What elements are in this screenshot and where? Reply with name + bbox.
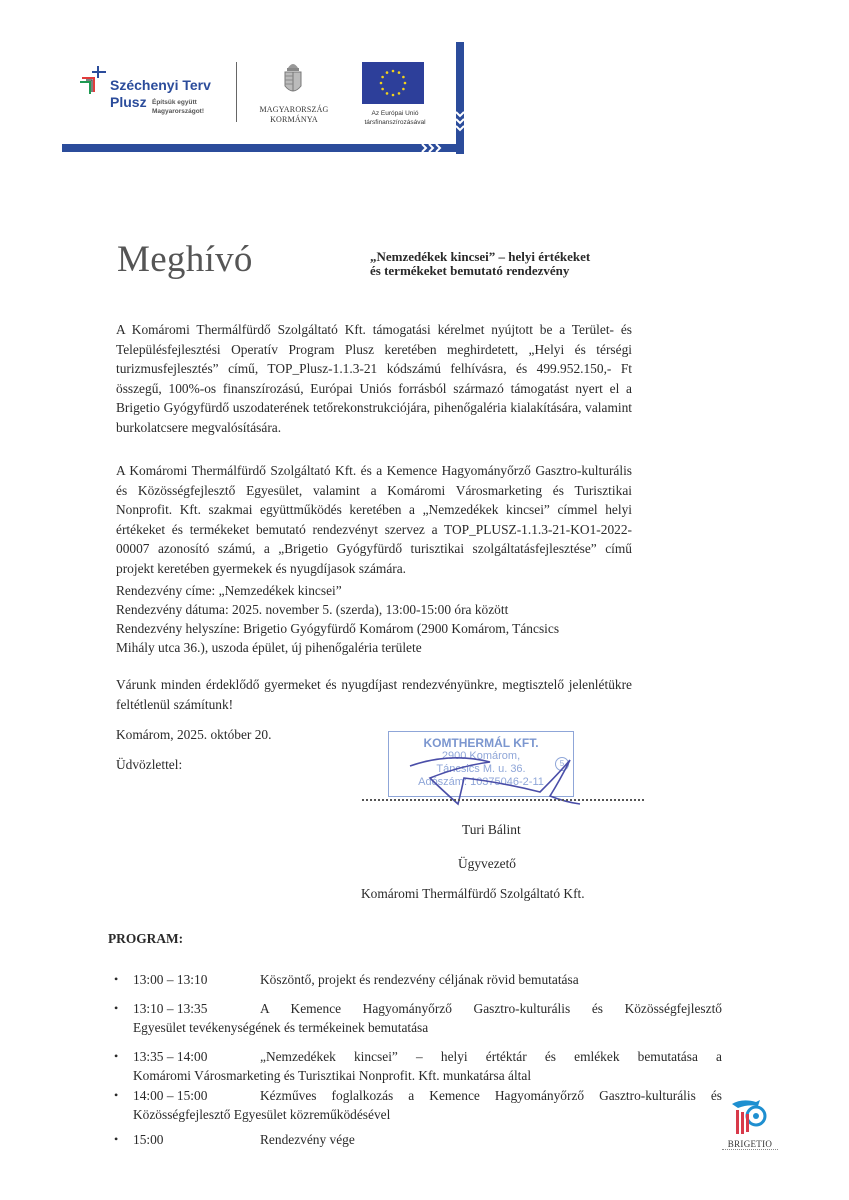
program-time: 13:00 – 13:10 xyxy=(133,972,208,987)
program-description: Rendezvény vége xyxy=(260,1132,355,1147)
event-place-line-2: Mihály utca 36.), uszoda épület, új pihenőgaléria területe xyxy=(116,640,422,655)
place-date: Komárom, 2025. október 20. xyxy=(116,727,272,742)
program-description: Köszöntő, projekt és rendezvény céljának rövid bemutatása xyxy=(260,972,579,987)
signatory-organization: Komáromi Thermálfürdő Szolgáltató Kft. xyxy=(361,886,585,901)
program-description-cont: Egyesület tevékenységének és termékeinek bemutatása xyxy=(133,1020,429,1035)
event-place-line: Rendezvény helyszíne: Brigetio Gyógyfürdő Komárom (2900 Komárom, Táncsics xyxy=(116,621,560,636)
handwritten-signature xyxy=(400,752,590,812)
program-time: 15:00 xyxy=(133,1132,164,1147)
program-description: A Kemence Hagyományőrző Gasztro-kulturális és Közösségfejlesztő xyxy=(260,1001,722,1016)
brigetio-label: BRIGETIO xyxy=(727,1139,773,1149)
event-date-line: Rendezvény dátuma: 2025. november 5. (szerda), 13:00-15:00 óra között xyxy=(116,602,509,617)
bullet-icon: • xyxy=(114,1049,119,1063)
szechenyi-plus: Plusz xyxy=(110,94,147,110)
paragraph-invitation: Várunk minden érdeklődő gyermeket és nyugdíjast rendezvényünkre, megtisztelő jelenlétükre feltétlenül számítunk! xyxy=(116,677,632,712)
szechenyi-cross-icon xyxy=(80,64,110,94)
header-blue-bar xyxy=(62,144,412,152)
program-description: „Nemzedékek kincsei” – helyi értéktár és emlékek bemutatása a xyxy=(260,1049,722,1064)
program-time: 14:00 – 15:00 xyxy=(133,1088,208,1103)
signature-line xyxy=(362,799,644,801)
paragraph-grant: A Komáromi Thermálfürdő Szolgáltató Kft. támogatási kérelmet nyújtott be a Terület- és Településfejlesztési Operatív Program Plusz keretében meghirdetett, „Helyi és térségi turizmusfejlesztés” című, TOP_Plusz-1.1.3-21 kódszámú felhívásra, és 499.952.150,- Ft összegű, 100%-os finanszírozású, Európai Uniós forrásból származó támogatást nyert el a Brigetio Gyógyfürdő uszodaterének tetőrekonstrukciójára, pihenőgaléria kialakítására, valamint burkolatcsere megvalósítására. xyxy=(116,322,632,435)
signatory-role: Ügyvezető xyxy=(458,856,517,871)
eu-cofinancing-label: Az Európai Unió társfinanszírozásával xyxy=(364,110,426,126)
bullet-icon: • xyxy=(114,972,119,986)
header-divider xyxy=(236,62,237,122)
signatory-name: Turi Bálint xyxy=(462,822,521,837)
header-corner-arrow-icon xyxy=(406,42,470,160)
brigetio-sub-line xyxy=(722,1149,778,1152)
coat-of-arms-icon xyxy=(282,60,304,96)
brigetio-logo-icon xyxy=(726,1098,772,1138)
government-label: MAGYARORSZÁG KORMÁNYA xyxy=(259,105,329,124)
bullet-icon: • xyxy=(114,1088,119,1102)
paragraph-cooperation: A Komáromi Thermálfürdő Szolgáltató Kft. és a Kemence Hagyományőrző Gasztro-kulturális és Közösségfejlesztő Egyesület, valamint a Komáromi Városmarketing és Turisztikai Nonprofit. Kft. szakmai együttműködés keretében a „Nemzedékek kincsei” címmel helyi értékeket és termékeket bemutató rendezvényt szervez a TOP_PLUSZ-1.1.3-21-KO1-2022-00007 azonosító számú, a „Brigetio Gyógyfürdő turisztikai szolgáltatásfejlesztése” című projekt keretében gyermekek és nyugdíjasok számára. xyxy=(116,463,632,576)
program-description: Kézműves foglalkozás a Kemence Hagyományőrző Gasztro-kulturális és xyxy=(260,1088,722,1103)
page-subtitle: „Nemzedékek kincsei” – helyi értékeket és termékeket bemutató rendezvény xyxy=(370,249,591,278)
bullet-icon: • xyxy=(114,1001,119,1015)
program-time: 13:35 – 14:00 xyxy=(133,1049,208,1064)
company-stamp: KOMTHERMÁL KFT. 2900 Komárom, Táncsics M. u. 36. Adószám: 10375046-2-11 xyxy=(388,731,574,797)
stamp-number: 5 xyxy=(555,757,569,771)
event-title-line: Rendezvény címe: „Nemzedékek kincsei” xyxy=(116,583,342,598)
program-description-cont: Komáromi Városmarketing és Turisztikai Nonprofit. Kft. munkatársa által xyxy=(133,1068,532,1083)
program-time: 13:10 – 13:35 xyxy=(133,1001,208,1016)
bullet-icon: • xyxy=(114,1132,119,1146)
program-description-cont: Közösségfejlesztő Egyesület közreműködésével xyxy=(133,1107,391,1122)
szechenyi-title: Széchenyi Terv xyxy=(110,77,211,93)
page-title: Meghívó xyxy=(117,239,253,280)
event-details xyxy=(116,581,632,657)
program-heading: PROGRAM: xyxy=(108,931,184,946)
szechenyi-tagline: Építsük együtt Magyarországot! xyxy=(152,99,205,115)
greeting: Üdvözlettel: xyxy=(116,757,183,772)
